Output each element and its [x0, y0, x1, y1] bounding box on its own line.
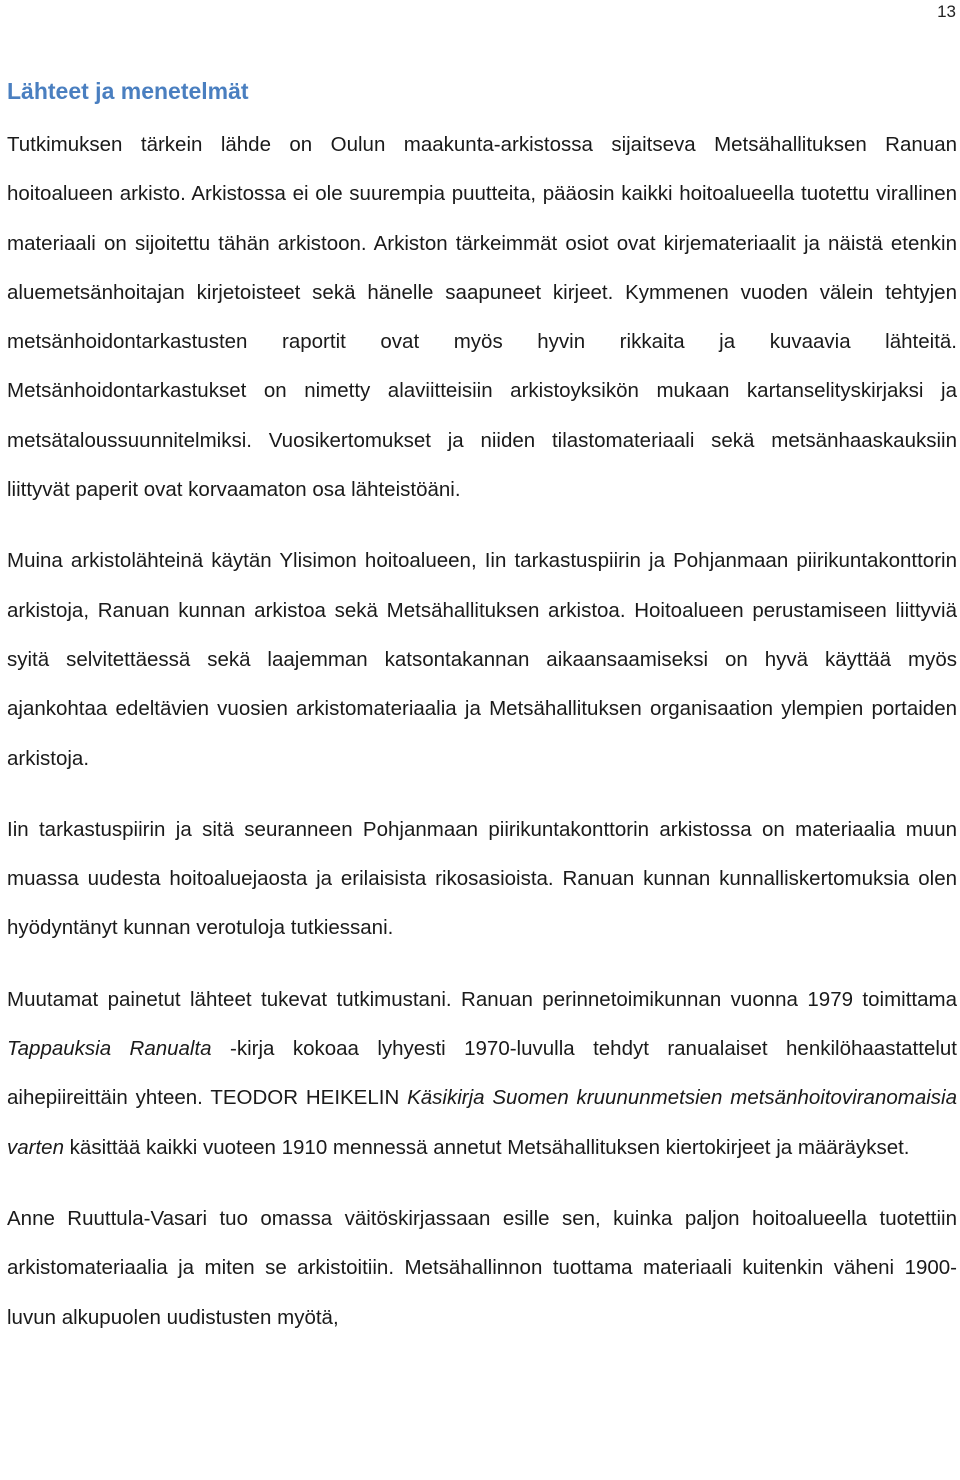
paragraph-iin-district: Iin tarkastuspiirin ja sitä seuranneen Pohjanmaan piirikuntakonttorin arkistossa on materiaalia muun muassa uudesta hoitoaluejaosta ja erilaisista rikosasioista. Ranuan kunnan kunnalliskertomuksia olen hyödyntänyt kunnan verotuloja tutkiessani.: [7, 817, 957, 940]
paragraph-other-archives: Muina arkistolähteinä käytän Ylisimon hoitoalueen, Iin tarkastuspiirin ja Pohjanmaan piirikuntakonttorin arkistoja, Ranuan kunnan arkistoa sekä Metsähallituksen arkistoa. Hoitoalueen perustamiseen liittyviä syitä selvitettäessä sekä laajemman katsontakannan aikaansaamiseksi on hyvä käyttää myös ajankohtaa edeltävien vuosien arkistomateriaalia ja Metsähallituksen organisaation ylempien portaiden arkistoja.: [7, 549, 957, 770]
printed-sources-text-2: -kirja kokoaa lyhyesti 1970-luvulla tehdyt ranualaiset henkilöhaastattelut aihepiireittäin yhteen. TEODOR HEIKELIN: [7, 1037, 957, 1110]
book-title-tappauksia: Tappauksia Ranualta: [7, 1037, 212, 1061]
printed-sources-text-3: käsittää kaikki vuoteen 1910 mennessä annetut Metsähallituksen kiertokirjeet ja määräykset.: [63, 1135, 910, 1159]
paragraph-ruuttula-vasari: Anne Ruuttula-Vasari tuo omassa väitöskirjassaan esille sen, kuinka paljon hoitoalueella tuotettiin arkistomateriaalia ja miten se arkistoitiin. Metsähallinnon tuottama materiaali kuitenkin väheni 1900-luvun alkupuolen uudistusten myötä,: [7, 1206, 957, 1329]
section-heading: Lähteet ja menetelmät: [7, 78, 249, 104]
body-text: [7, 120, 957, 1364]
paragraph-primary-sources: Tutkimuksen tärkein lähde on Oulun maakunta-arkistossa sijaitseva Metsähallituksen Ranuan hoitoalueen arkisto. Arkistossa ei ole suurempia puutteita, pääosin kaikki hoitoalueella tuotettu virallinen materiaali on sijoitettu tähän arkistoon. Arkiston tärkeimmät osiot ovat kirjemateriaalit ja näistä etenkin aluemetsänhoitajan kirjetoisteet sekä hänelle saapuneet kirjeet. Kymmenen vuoden välein tehtyjen metsänhoidontarkastusten raportit ovat myös hyvin rikkaita ja kuvaavia lähteitä. Metsänhoidontarkastukset on nimetty alaviitteisiin arkistoyksikön mukaan kartanselityskirjaksi ja metsätaloussuunnitelmiksi. Vuosikertomukset ja niiden tilastomateriaali sekä metsänhaaskauksiin liittyvät paperit ovat korvaamaton osa lähteistöäni.: [7, 133, 957, 502]
page-number: 13: [937, 2, 956, 21]
book-title-kasikirja: Käsikirja Suomen kruununmetsien metsänhoitoviranomaisia varten: [7, 1086, 957, 1159]
printed-sources-text-1: Muutamat painetut lähteet tukevat tutkimustani. Ranuan perinnetoimikunnan vuonna 1979 toimittama: [7, 987, 957, 1011]
paragraph-printed-sources: [7, 975, 957, 1172]
